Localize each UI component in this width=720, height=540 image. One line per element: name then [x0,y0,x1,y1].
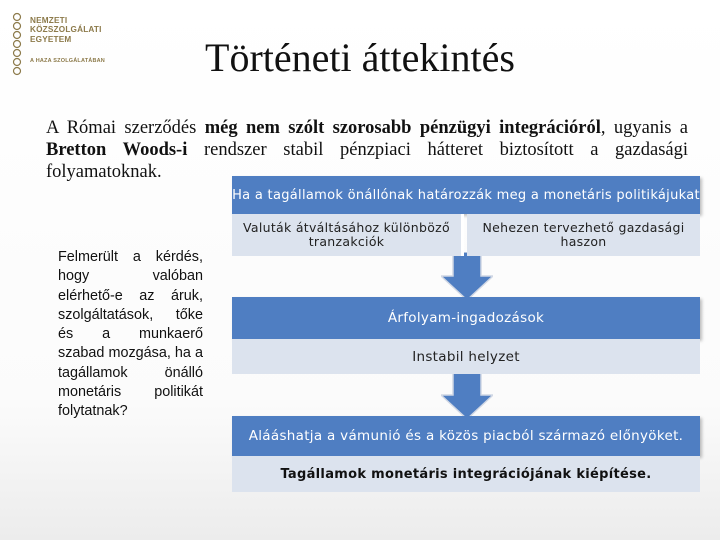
intro-text: rendszer stabil pénzpiaci hátteret biztosított a gazdasági folyamatoknak. [46,140,688,182]
intro-paragraph [46,117,688,183]
intro-emphasis: Bretton Woods-i [46,140,188,160]
exchange-rate-box: Árfolyam-ingadozások [232,297,700,339]
intro-emphasis: még nem szólt szorosabb pénzügyi integrációról [204,118,601,138]
instability-box: Instabil helyzet [232,339,700,374]
down-arrow-icon [441,252,493,300]
intro-text: A Római szerződés [46,118,205,138]
logo-tagline: A HAZA SZOLGÁLATÁBAN [30,58,105,64]
consequence-box-right: Nehezen tervezhető gazdasági haszon [467,214,700,256]
down-arrow-icon [441,371,493,419]
logo-line: EGYETEM [30,34,72,44]
slide-title: Történeti áttekintés [205,35,515,80]
logo-line: NEMZETI [30,16,68,25]
condition-box: Ha a tagállamok önállónak határozzák meg a monetáris politikájukat [232,176,700,214]
risk-box: Alááshatja a vámunió és a közös piacból származó előnyöket. [232,416,700,456]
conclusion-box: Tagállamok monetáris integrációjának kiépítése. [232,456,700,492]
intro-text: , ugyanis a [600,118,689,138]
logo-line: KÖZSZOLGÁLATI [30,25,102,35]
question-text: Felmerült a kérdés, hogy valóban elérhető-e az áruk, szolgáltatások, tőke és a munkaerő szabad mozgása, ha a tagállamok önálló monetáris politikát folytatnak? [58,249,203,420]
consequence-box-left: Valuták átváltásához különböző tranzakciók [232,214,464,256]
